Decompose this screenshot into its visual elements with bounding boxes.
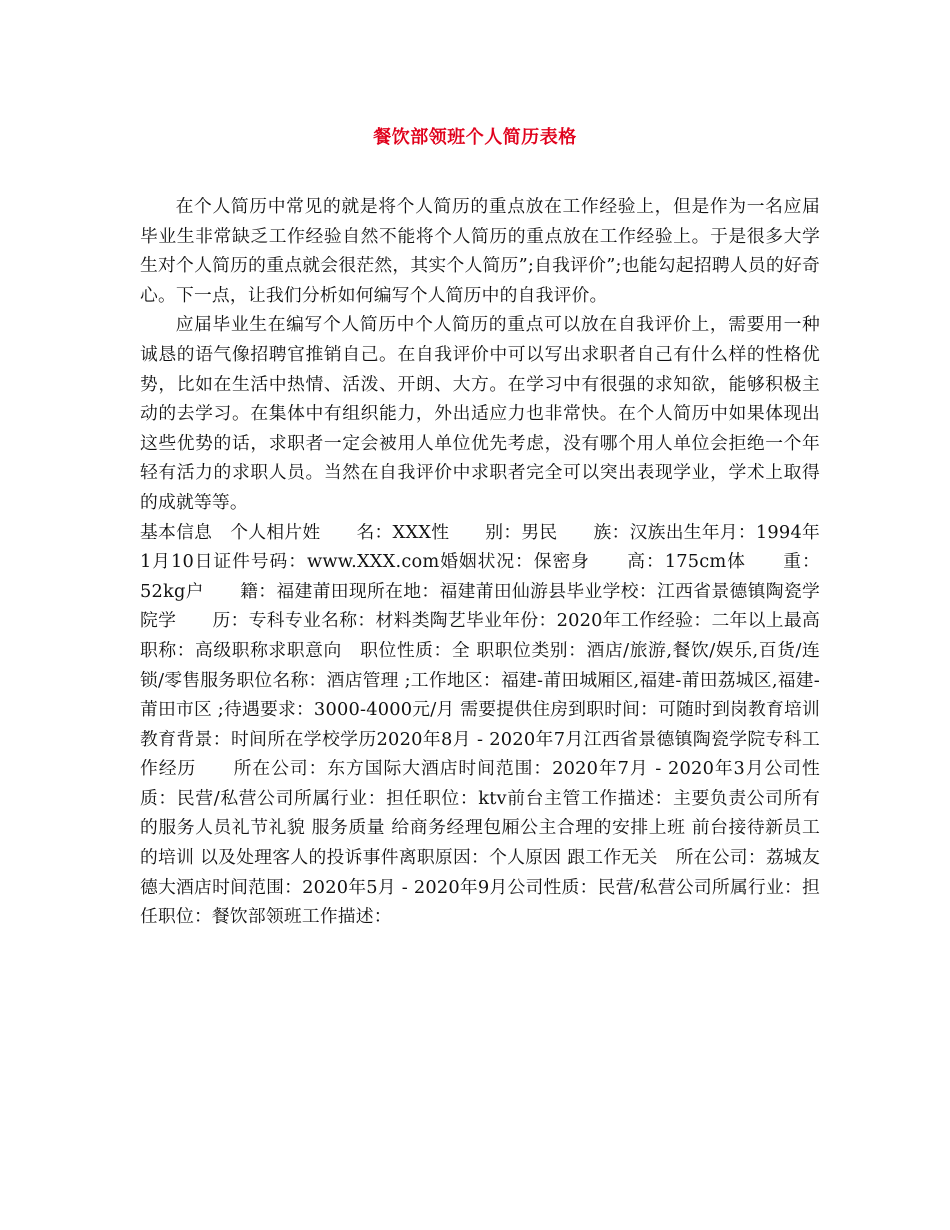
paragraph-self-evaluation: 应届毕业生在编写个人简历中个人简历的重点可以放在自我评价上，需要用一种诚恳的语气像招聘官推销自己。在自我评价中可以写出求职者自己有什么样的性格优势，比如在生活中热情、活泼、开朗、大方。在学习中有很强的求知欲，能够积极主动的去学习。在集体中有组织能力，外出适应力也非常快。在个人简历中如果体现出这些优势的话，求职者一定会被用人单位优先考虑，没有哪个用人单位会拒绝一个年轻有活力的求职人员。当然在自我评价中求职者完全可以突出表现学业，学术上取得的成就等等。 [140,314,820,513]
resume-details: 基本信息 个人相片姓 名：XXX性 别：男民 族：汉族出生年月：1994年1月10日证件号码：www.XXX.com婚姻状况：保密身 高：175cm体 重：52kg户 籍：福建莆田现所在地：福建莆田仙游县毕业学校：江西省景德镇陶瓷学院学 历：专科专业名称：材料类陶艺毕业年份：2020年工作经验：二年以上最高职称：高级职称求职意向 职位性质：全 职职位类别：酒店/旅游,餐饮/娱乐,百货/连锁/零售服务职位名称：酒店管理 ;工作地区：福建-莆田城厢区,福建-莆田荔城区,福建-莆田市区 ;待遇要求：3000-4000元/月 需要提供住房到职时间：可随时到岗教育培训 教育背景：时间所在学校学历2020年8月 - 2020年7月江西省景德镇陶瓷学院专科工作经历 所在公司：东方国际大酒店时间范围：2020年7月 - 2020年3月公司性质：民营/私营公司所属行业：担任职位：ktv前台主管工作描述：主要负责公司所有的服务人员礼节礼貌 服务质量 给商务经理包厢公主合理的安排上班 前台接待新员工的培训 以及处理客人的投诉事件离职原因：个人原因 跟工作无关 所在公司：荔城友德大酒店时间范围：2020年5月 - 2020年9月公司性质：民营/私营公司所属行业：担任职位：餐饮部领班工作描述： [140,521,838,928]
document-title: 餐饮部领班个人简历表格 [373,127,577,148]
paragraph-intro: 在个人简历中常见的就是将个人简历的重点放在工作经验上，但是作为一名应届毕业生非常缺乏工作经验自然不能将个人简历的重点放在工作经验上。于是很多大学生对个人简历的重点就会很茫然，其实个人简历”;自我评价”;也能勾起招聘人员的好奇心。下一点，让我们分析如何编写个人简历中的自我评价。 [140,196,820,306]
document-body [140,192,838,932]
